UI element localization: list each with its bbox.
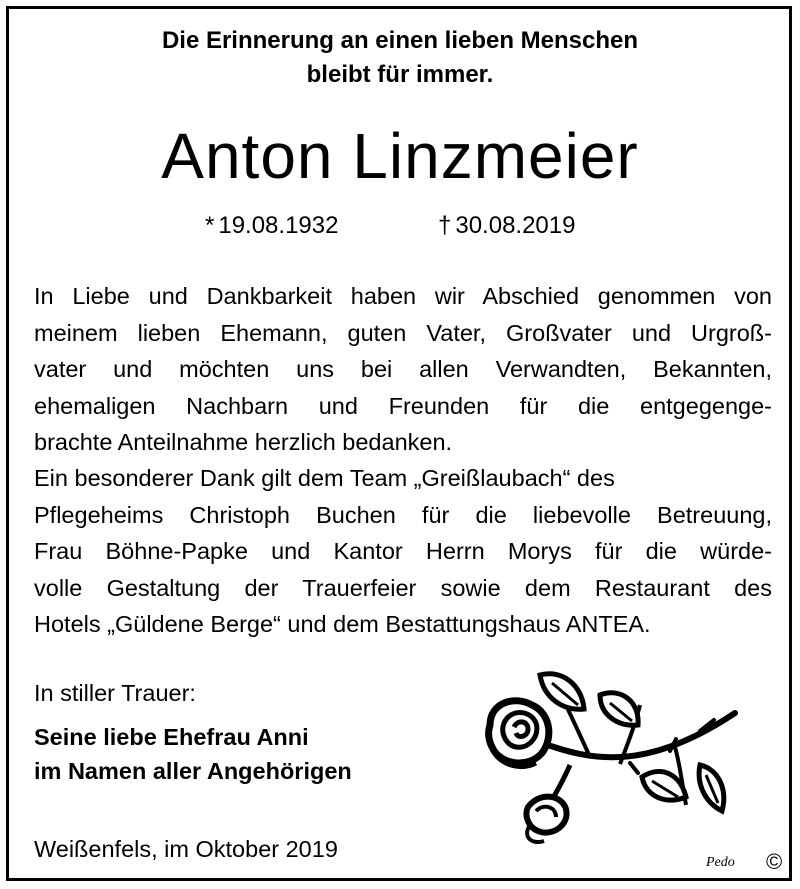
text-line: ehemaligen Nachbarn und Freunden für die entgegenge-	[34, 392, 772, 419]
death-date	[438, 208, 575, 244]
birth-star-icon: *	[205, 212, 215, 239]
motto-line-2: bleibt für immer.	[306, 61, 494, 88]
life-dates	[0, 208, 800, 244]
copyright-icon: ©	[766, 849, 783, 874]
text-line: volle Gestaltung der Trauerfeier sowie dem Restaurant des	[34, 574, 772, 601]
birth-date-value: 19.08.1932	[218, 212, 339, 239]
death-cross-icon: †	[438, 212, 452, 239]
motto-line-1: Die Erinnerung an einen lieben Menschen	[161, 27, 639, 54]
text-line: Ein besonderer Dank gilt dem Team „Greißlaubach“ des	[34, 465, 615, 491]
text-line: meinem lieben Ehemann, guten Vater, Großvater und Urgroß-	[34, 319, 772, 346]
text-line: Hotels „Güldene Berge“ und dem Bestattungshaus ANTEA.	[34, 611, 651, 637]
text-line: Frau Böhne-Papke und Kantor Herrn Morys für die würde-	[34, 538, 772, 564]
special-thanks-paragraph	[34, 460, 772, 643]
signer-line-2: im Namen aller Angehörigen	[34, 758, 352, 784]
motto	[0, 24, 800, 92]
rose-icon	[470, 665, 740, 850]
place-date: Weißenfels, im Oktober 2019	[34, 836, 338, 862]
death-date-value: 30.08.2019	[455, 212, 576, 239]
signers	[34, 720, 352, 788]
text-line: vater und möchten uns bei allen Verwandten, Bekannten,	[34, 356, 772, 382]
mourning-label: In stiller Trauer:	[34, 680, 196, 706]
text-line: brachte Anteilnahme herzlich bedanken.	[34, 429, 453, 455]
thanks-paragraph	[34, 278, 772, 461]
text-line: Pflegeheims Christoph Buchen für die liebevolle Betreuung,	[34, 501, 772, 528]
designer-credit: Pedo	[706, 855, 735, 870]
text-line: In Liebe und Dankbarkeit haben wir Abschied genommen von	[34, 283, 772, 309]
deceased-name: Anton Linzmeier	[161, 120, 639, 192]
signer-line-1: Seine liebe Ehefrau Anni	[34, 724, 309, 750]
birth-date	[205, 208, 338, 244]
